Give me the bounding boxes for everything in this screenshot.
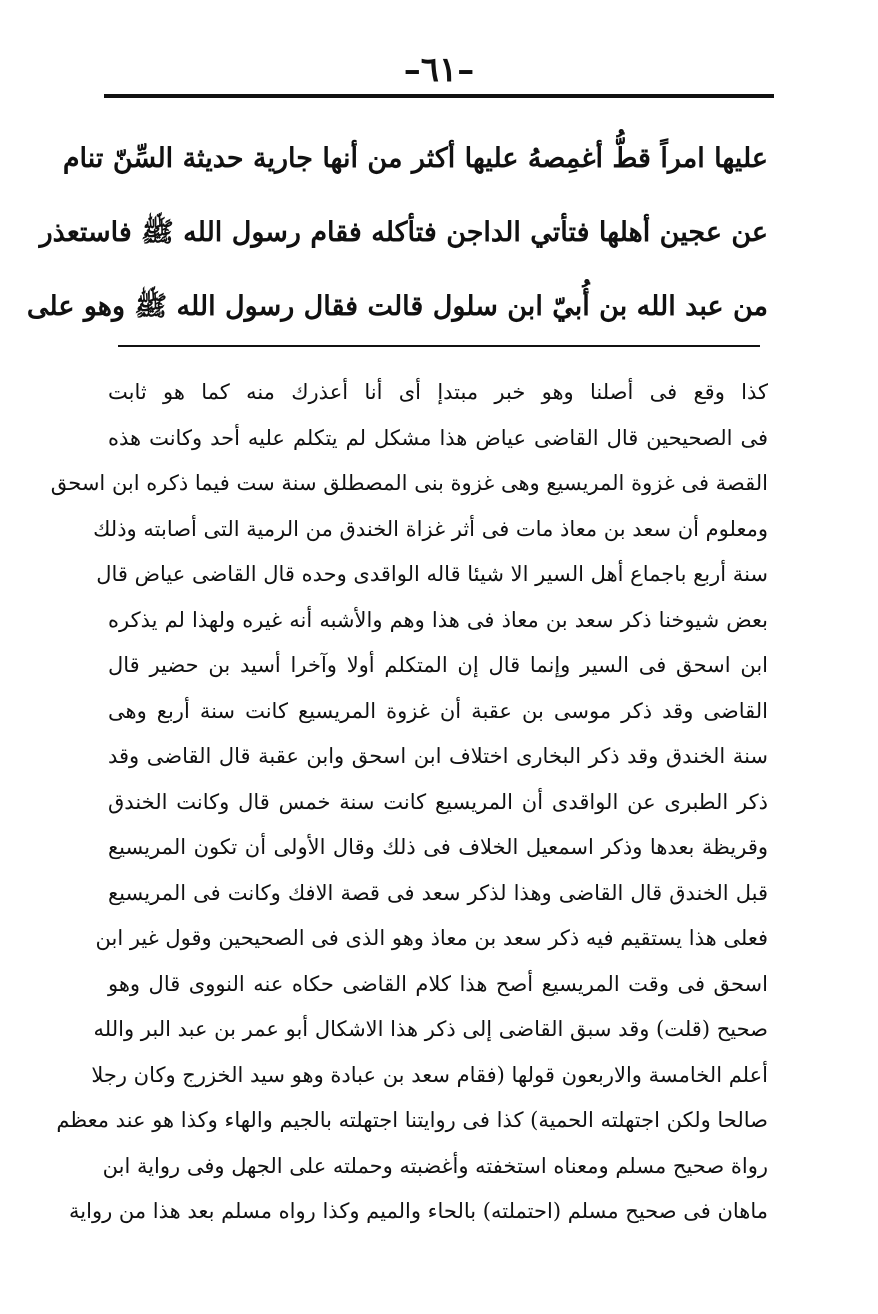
- footnotes: [50, 370, 768, 1235]
- note-line-15: صحيح (قلت) وقد سبق القاضى إلى ذكر هذا الاشكال أبو عمر بن عبد البر والله: [93, 1017, 768, 1041]
- note-line-6: بعض شيوخنا ذكر سعد بن معاذ فى هذا وهم والأشبه أنه غيره ولهذا لم يذكره: [108, 607, 768, 632]
- main-line-3: من عبد الله بن أُبيّ ابن سلول قالت فقال رسول الله ﷺ وهو على: [26, 291, 768, 322]
- note-line-17: صالحا ولكن اجتهلته الحمية) كذا فى روايتنا اجتهلته بالجيم والهاء وكذا هو عند معظم: [56, 1108, 768, 1132]
- note-line-7: ابن اسحق فى السير وإنما قال إن المتكلم أولا وآخرا أسيد بن حضير قال: [108, 653, 768, 677]
- note-line-3: القصة فى غزوة المريسيع وهى غزوة بنى المصطلق سنة ست فيما ذكره ابن اسحق: [50, 471, 768, 495]
- main-text: [26, 122, 768, 344]
- note-line-16: أعلم الخامسة والاربعون قولها (فقام سعد بن عبادة وهو سيد الخزرج وكان رجلا: [91, 1062, 768, 1087]
- note-line-11: وقريظة بعدها وذكر اسمعيل الخلاف فى ذلك وقال الأولى أن تكون المريسيع: [108, 835, 768, 859]
- note-line-5: سنة أربع باجماع أهل السير الا شيئا قاله الواقدى وحده قال القاضى عياض قال: [96, 562, 768, 586]
- header-rule: [104, 94, 774, 98]
- note-line-1: كذا وقع فى أصلنا وهو خبر مبتدإ أى أنا أعذرك منه كما هو ثابت: [108, 380, 768, 404]
- note-line-4: ومعلوم أن سعد بن معاذ مات فى أثر غزاة الخندق من الرمية التى أصابته وذلك: [93, 516, 768, 541]
- note-line-13: فعلى هذا يستقيم فيه ذكر سعد بن معاذ وهو الذى فى الصحيحين وقول غير ابن: [95, 926, 768, 950]
- note-line-14: اسحق فى وقت المريسيع أصح هذا كلام القاضى حكاه عنه النووى قال وهو: [108, 971, 768, 996]
- page-number: –٦١–: [403, 50, 475, 90]
- main-line-1: عليها امراً قطُّ أغمِصهُ عليها أكثر من أنها جارية حديثة السِّنّ تنام: [62, 143, 768, 174]
- note-line-9: سنة الخندق وقد ذكر البخارى اختلاف ابن اسحق وابن عقبة قال القاضى وقد: [108, 744, 768, 768]
- note-line-2: فى الصحيحين قال القاضى عياض هذا مشكل لم يتكلم عليه أحد وكانت هذه: [108, 425, 768, 450]
- note-line-18: رواة صحيح مسلم ومعناه استخفته وأغضبته وحملته على الجهل وفى رواية ابن: [102, 1153, 768, 1178]
- note-line-19: ماهان فى صحيح مسلم (احتملته) بالحاء والميم وكذا رواه مسلم بعد هذا من رواية: [69, 1199, 768, 1223]
- footnote-rule: [118, 345, 760, 347]
- note-line-12: قبل الخندق قال القاضى وهذا لذكر سعد فى قصة الافك وكانت فى المريسيع: [108, 880, 768, 905]
- note-line-10: ذكر الطبرى عن الواقدى أن المريسيع كانت سنة خمس قال وكانت الخندق: [108, 789, 768, 814]
- main-line-2: عن عجين أهلها فتأتي الداجن فتأكله فقام رسول الله ﷺ فاستعذر: [39, 217, 768, 248]
- note-line-8: القاضى وقد ذكر موسى بن عقبة أن غزوة المريسيع كانت سنة أربع وهى: [108, 698, 768, 723]
